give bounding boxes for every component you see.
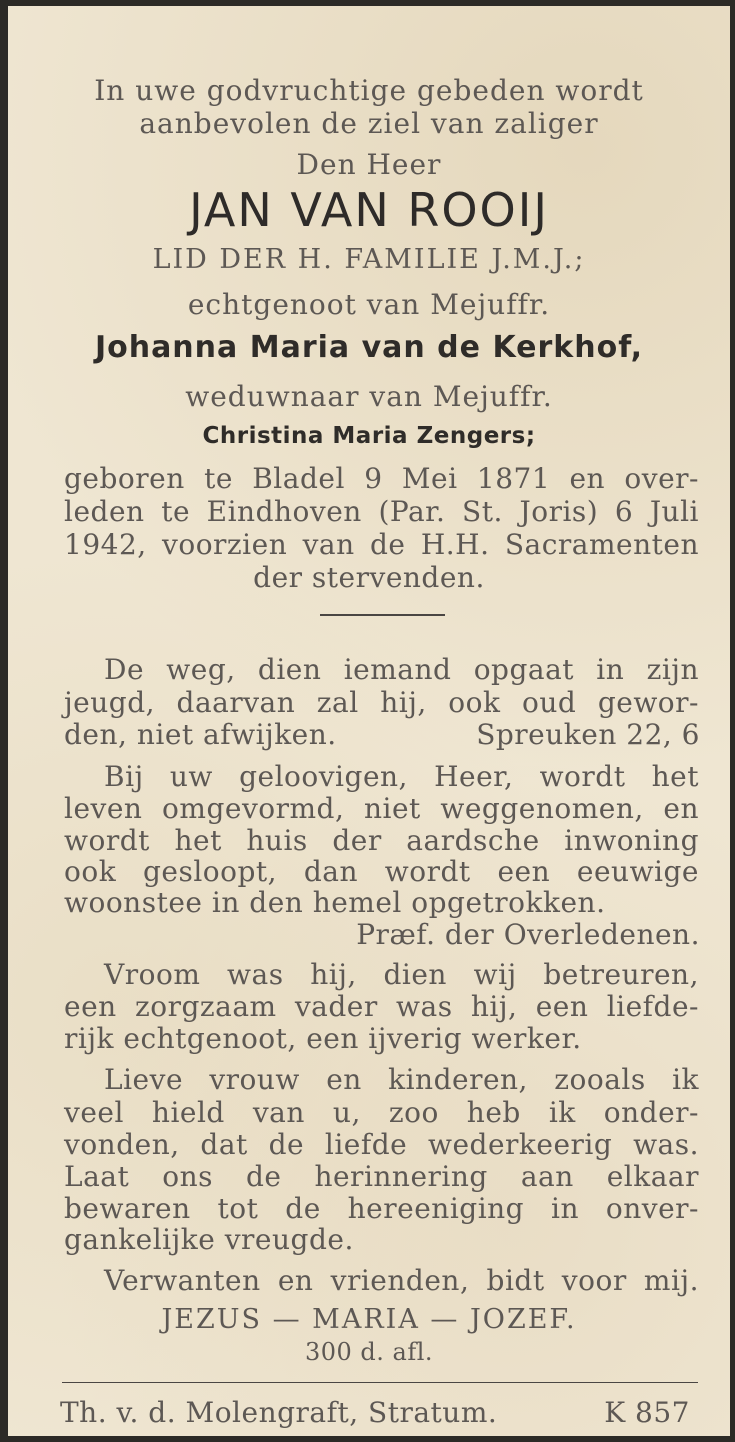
quote2-line-3: wordt het huis der aardsche inwoning (64, 824, 699, 857)
intro-line-1: In uwe godvruchtige gebeden wordt (94, 74, 644, 107)
indulgence-note: 300 d. afl. (304, 1338, 434, 1366)
quote1-line-1: De weg, dien iemand opgaat in zijn (104, 653, 699, 686)
section-divider (320, 614, 445, 616)
print-code: K 857 (604, 1396, 690, 1429)
spouse-name: Johanna Maria van de Kerkhof, (94, 330, 644, 365)
tribute-line-3: rijk echtgenoot, een ijverig werker. (64, 1022, 582, 1055)
quote2-source: Præf. der Overledenen. (356, 918, 700, 951)
memorial-card (8, 6, 730, 1436)
prayer-request: Verwanten en vrienden, bidt voor mij. (104, 1264, 699, 1297)
farewell-line-6: gankelijke vreugde. (64, 1223, 354, 1256)
life-line-3: 1942, voorzien van de H.H. Sacramenten (64, 528, 699, 561)
farewell-line-2: veel hield van u, zoo heb ik onder- (64, 1096, 699, 1129)
quote1-line-3: den, niet afwijken. (64, 718, 337, 751)
quote1-line-2: jeugd, daarvan zal hij, ook oud gewor- (64, 686, 699, 719)
life-line-2: leden te Eindhoven (Par. St. Joris) 6 Juli (64, 495, 699, 528)
life-line-1: geboren te Bladel 9 Mei 1871 en over- (64, 462, 699, 495)
printer-credit: Th. v. d. Molengraft, Stratum. (60, 1396, 498, 1429)
quote2-line-1: Bij uw geloovigen, Heer, wordt het (104, 760, 699, 793)
widower-intro: weduwnaar van Mejuffr. (185, 380, 553, 413)
footer-rule (62, 1382, 698, 1383)
invocation: JEZUS — MARIA — JOZEF. (161, 1304, 577, 1335)
farewell-line-3: vonden, dat de liefde wederkeerig was. (64, 1128, 699, 1161)
quote2-line-5: woonstee in den hemel opgetrokken. (64, 886, 606, 919)
quote2-line-4: ook gesloopt, dan wordt een eeuwige (64, 855, 699, 888)
tribute-line-2: een zorgzaam vader was hij, een liefde- (64, 990, 699, 1023)
first-wife-name: Christina Maria Zengers; (202, 423, 536, 449)
honorific-title: Den Heer (296, 148, 442, 181)
membership-line: LID DER H. FAMILIE J.M.J.; (152, 244, 586, 275)
intro-line-2: aanbevolen de ziel van zaliger (139, 107, 599, 140)
spouse-intro: echtgenoot van Mejuffr. (187, 288, 551, 321)
life-line-4: der stervenden. (253, 561, 485, 594)
deceased-name: JAN VAN ROOIJ (189, 183, 549, 237)
farewell-line-5: bewaren tot de hereeniging in onver- (64, 1192, 699, 1225)
quote1-source: Spreuken 22, 6 (476, 718, 700, 751)
tribute-line-1: Vroom was hij, dien wij betreuren, (104, 958, 699, 991)
quote2-line-2: leven omgevormd, niet weggenomen, en (64, 792, 699, 825)
farewell-line-1: Lieve vrouw en kinderen, zooals ik (104, 1063, 699, 1096)
farewell-line-4: Laat ons de herinnering aan elkaar (64, 1160, 699, 1193)
